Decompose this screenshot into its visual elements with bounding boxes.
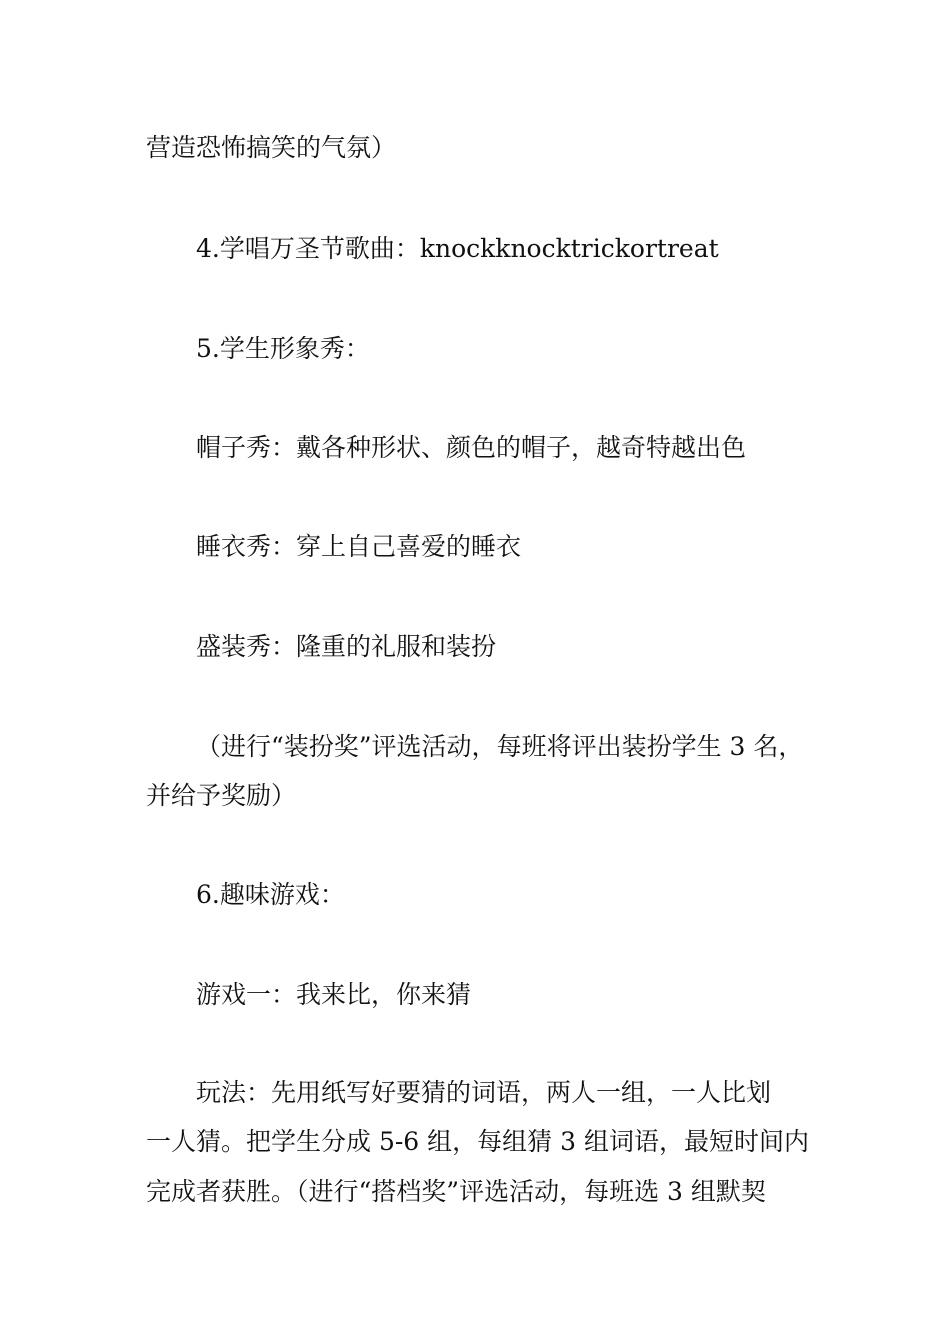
paragraph-line-costume-show: 盛装秀：隆重的礼服和装扮 [196,632,497,661]
paragraph-line-song: 4.学唱万圣节歌曲：knockknocktrickortreat [196,234,719,263]
paragraph-line-image-show: 5.学生形象秀： [196,334,370,363]
paragraph-line-atmosphere: 营造恐怖搞笑的气氛） [146,133,397,162]
paragraph-line-rules-1: 玩法：先用纸写好要猜的词语，两人一组，一人比划 [196,1078,772,1107]
paragraph-line-rules-3: 完成者获胜。（进行“搭档奖”评选活动，每班选 3 组默契 [146,1177,766,1206]
paragraph-line-pajama-show: 睡衣秀：穿上自己喜爱的睡衣 [196,532,522,561]
paragraph-line-dress-award: （进行“装扮奖”评选活动，每班将评出装扮学生 3 名， [196,732,804,761]
paragraph-line-game-one: 游戏一：我来比，你来猜 [196,980,472,1009]
paragraph-line-fun-games: 6.趣味游戏： [196,880,345,909]
paragraph-line-dress-award-cont: 并给予奖励） [146,781,297,810]
paragraph-line-hat-show: 帽子秀：戴各种形状、颜色的帽子，越奇特越出色 [196,433,747,462]
paragraph-line-rules-2: 一人猜。把学生分成 5-6 组，每组猜 3 组词语，最短时间内 [146,1127,809,1156]
